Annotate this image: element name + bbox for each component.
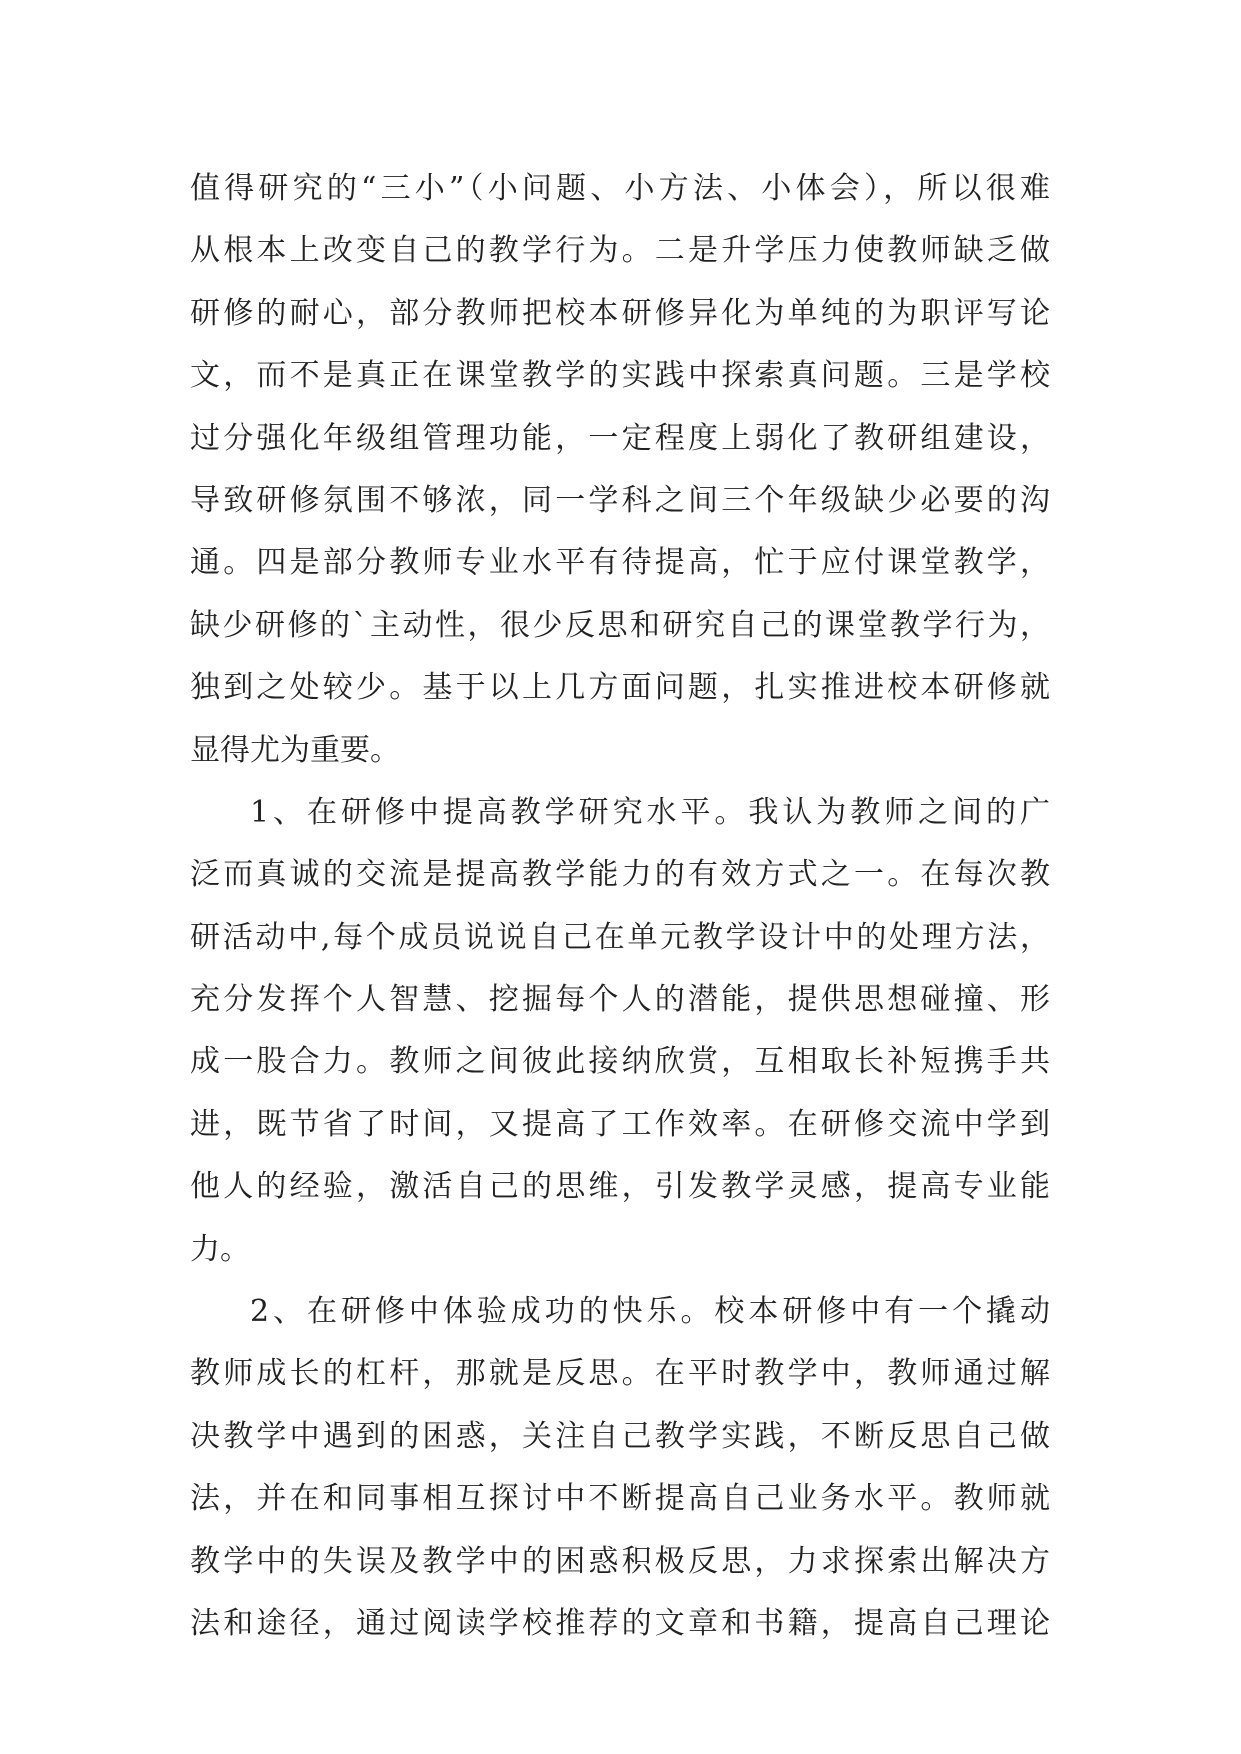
text-line: 从根本上改变自己的教学行为。二是升学压力使教师缺乏做 (190, 233, 1050, 269)
text-line: 法，并在和同事相互探讨中不断提高自己业务水平。教师就 (190, 1481, 1050, 1517)
text-line: 显得尤为重要。 (190, 732, 400, 768)
text-line: 力。 (190, 1231, 250, 1267)
text-line: 他人的经验，激活自己的思维，引发教学灵感，提高专业能 (190, 1169, 1050, 1205)
text-line: 充分发挥个人智慧、挖掘每个人的潜能，提供思想碰撞、形 (190, 982, 1050, 1018)
text-line: 导致研修氛围不够浓，同一学科之间三个年级缺少必要的沟 (190, 482, 1050, 518)
text-line: 值得研究的“三小”（小问题、小方法、小体会），所以很难 (190, 171, 1050, 206)
paragraph-heading-1: 1、在研修中提高教学研究水平。我认为教师之间的广 (250, 794, 1050, 830)
body-text (190, 158, 1050, 1655)
text-line: 决教学中遇到的困惑，关注自己教学实践，不断反思自己做 (190, 1418, 1050, 1454)
text-line: 过分强化年级组管理功能，一定程度上弱化了教研组建设， (190, 420, 1050, 456)
text-line: 独到之处较少。基于以上几方面问题，扎实推进校本研修就 (190, 670, 1050, 706)
text-line: 教学中的失误及教学中的困惑积极反思，力求探索出解决方 (190, 1543, 1050, 1579)
text-line: 教师成长的杠杆，那就是反思。在平时教学中，教师通过解 (190, 1356, 1050, 1392)
paragraph-heading-2: 2、在研修中体验成功的快乐。校本研修中有一个撬动 (250, 1294, 1050, 1330)
text-line: 法和途径，通过阅读学校推荐的文章和书籍，提高自己理论 (190, 1605, 1050, 1641)
text-line: 泛而真诚的交流是提高教学能力的有效方式之一。在每次教 (190, 857, 1050, 893)
text-line: 成一股合力。教师之间彼此接纳欣赏，互相取长补短携手共 (190, 1044, 1050, 1080)
text-line: 进，既节省了时间，又提高了工作效率。在研修交流中学到 (190, 1106, 1050, 1142)
text-line: 文，而不是真正在课堂教学的实践中探索真问题。三是学校 (190, 358, 1050, 394)
text-line: 研修的耐心，部分教师把校本研修异化为单纯的为职评写论 (190, 295, 1050, 331)
text-line: 研活动中,每个成员说说自己在单元教学设计中的处理方法， (190, 919, 1050, 955)
text-line: 缺少研修的`主动性，很少反思和研究自己的课堂教学行为， (190, 607, 1050, 643)
text-line: 通。四是部分教师专业水平有待提高，忙于应付课堂教学， (190, 545, 1050, 581)
